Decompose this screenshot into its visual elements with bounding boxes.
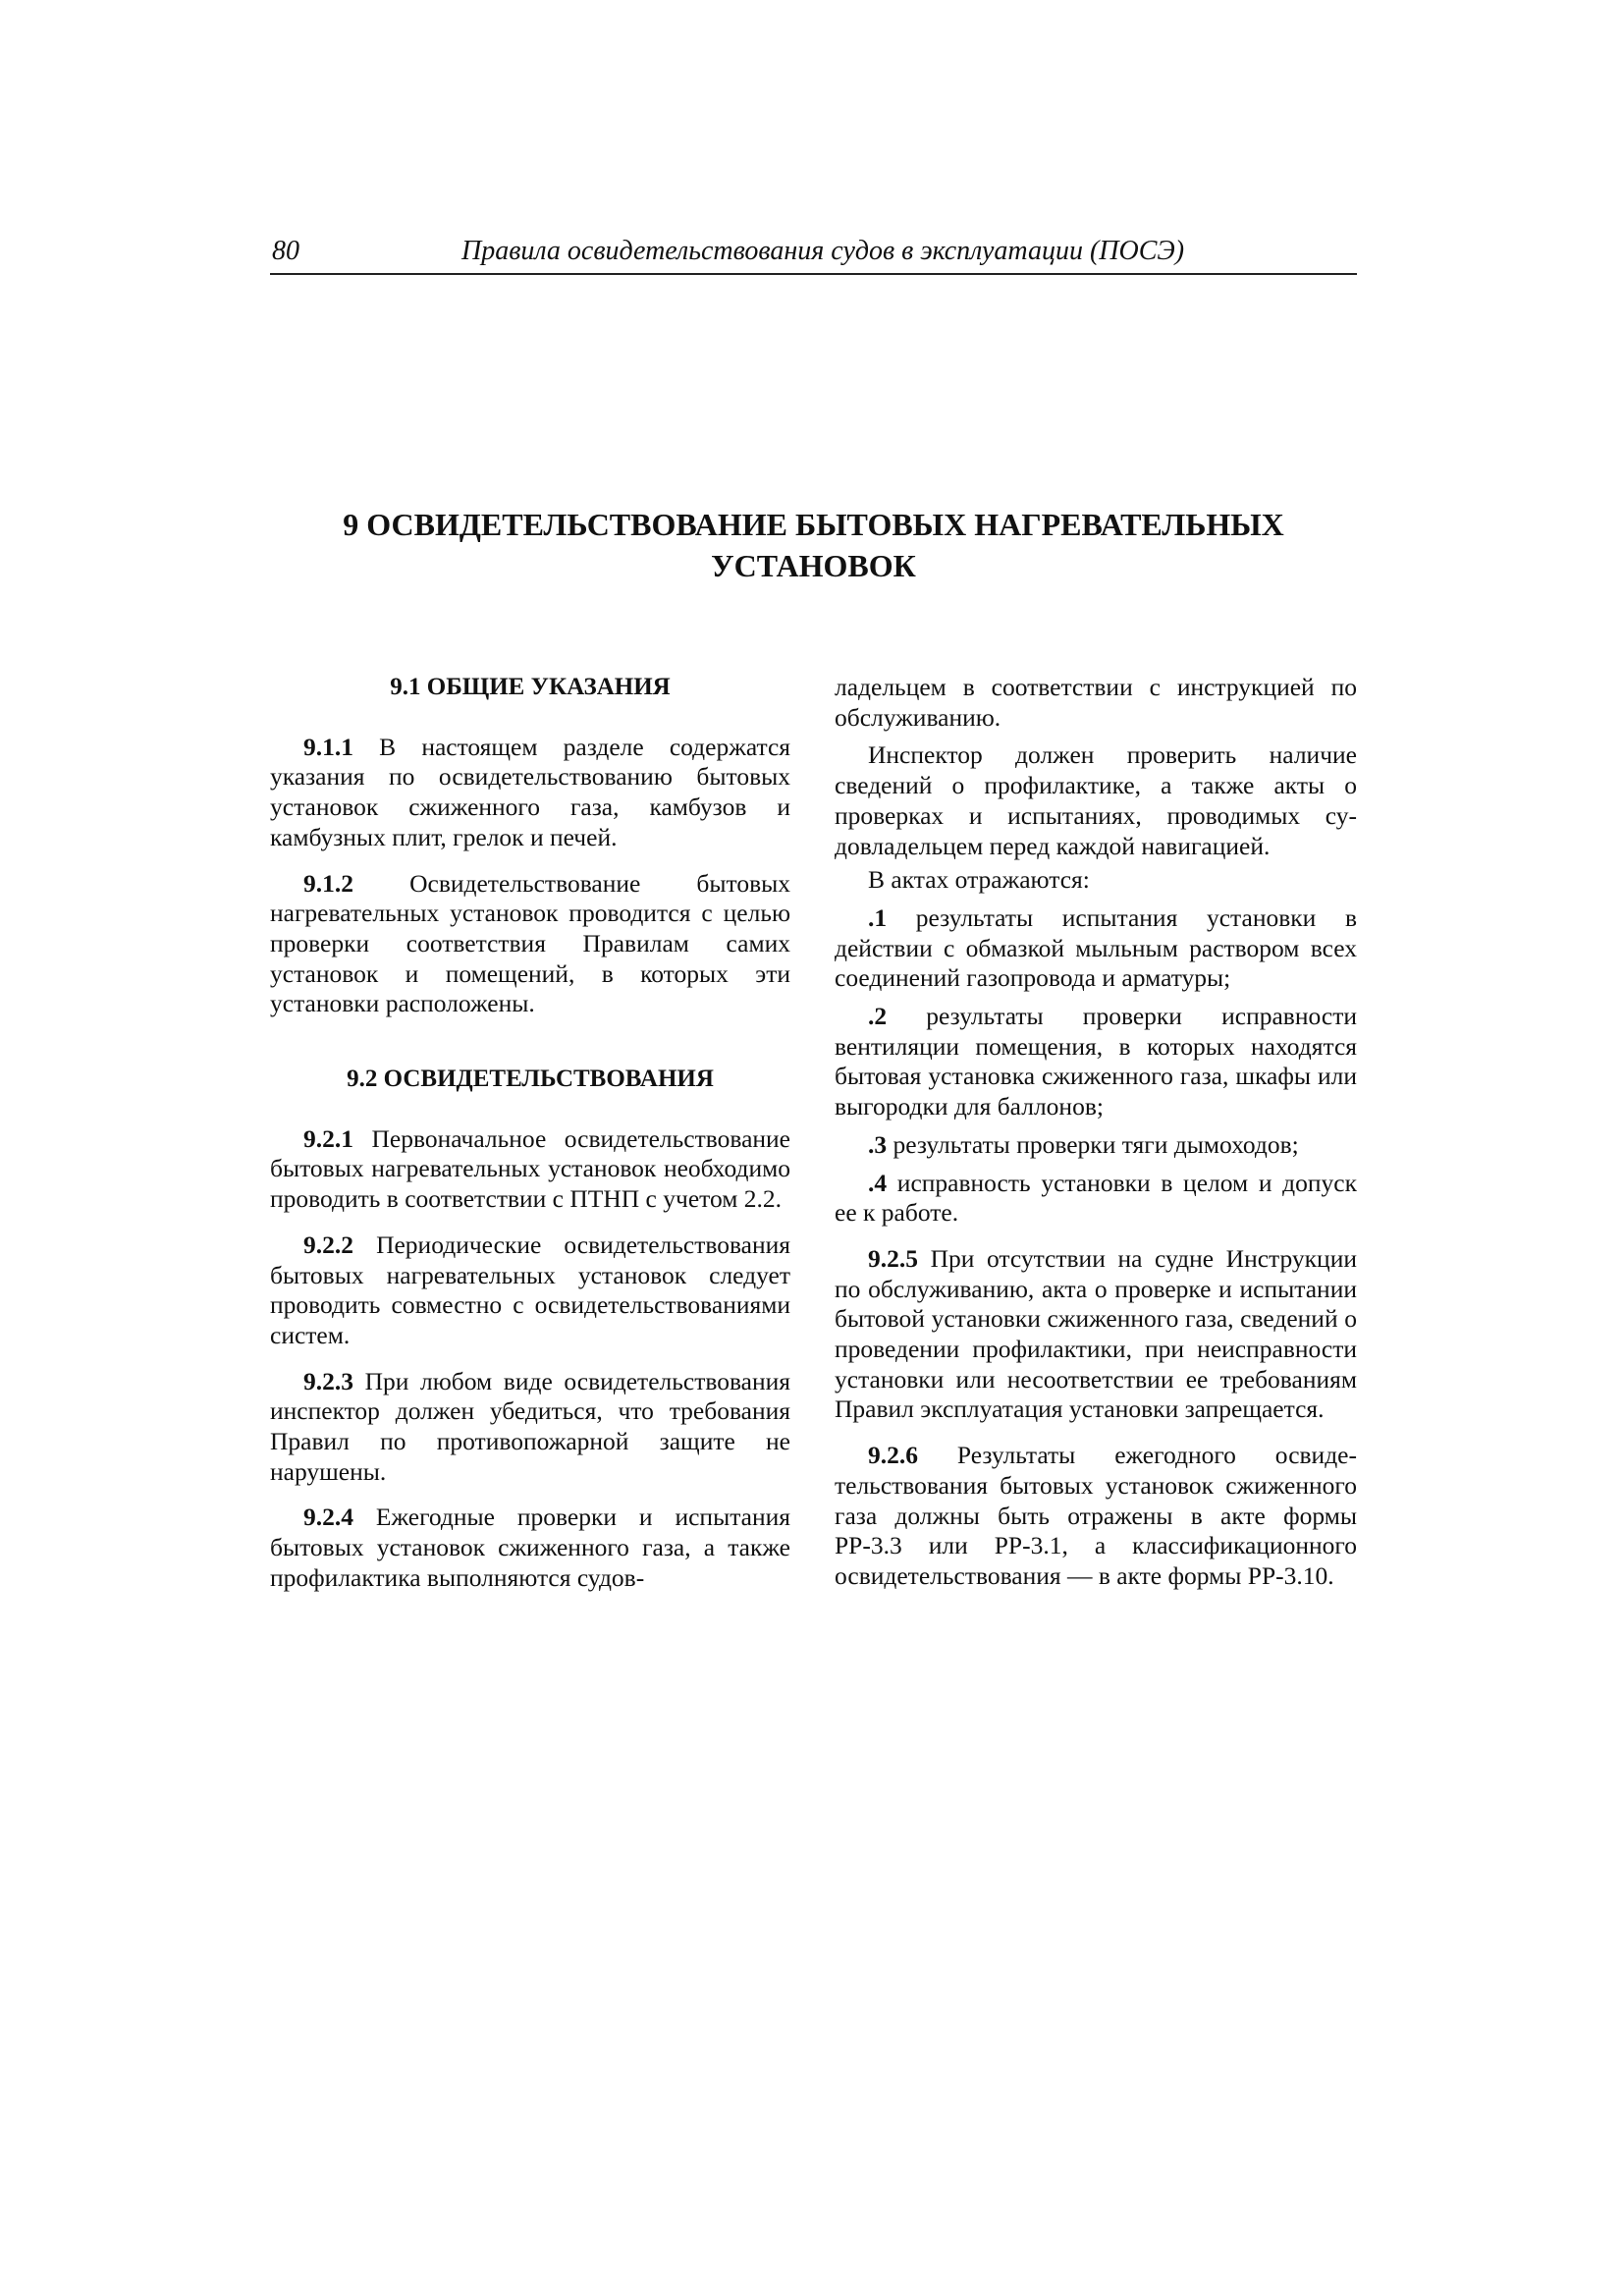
chapter-title-line-2: УСТАНОВОК (711, 548, 916, 583)
item-number: .1 (868, 902, 888, 932)
acts-intro: В актах отражаются: (868, 865, 1090, 895)
item-number: .3 (868, 1129, 888, 1159)
item-text: результаты испытания установки в действии с обмазкой мыльным раствором всех соединений газопровода и арматуры; (835, 902, 1357, 993)
item-text: результаты проверки исправности вентиляции помещения, в которых находятся бытовая установка сжиженного газа, шкафы или выгородки для баллонов; (835, 1002, 1357, 1121)
paragraph-9-2-3 (270, 1367, 790, 1488)
clause-text: Освидетельствование бытовых нагревательных установок проводится с целью проверки соответствия Правилам самих установок и помещений, в которых эти установки расположены. (270, 868, 790, 1018)
paragraph-9-2-6 (835, 1441, 1357, 1592)
running-title: Правила освидетельствования судов в эксплуатации (ПОСЭ) (461, 236, 1185, 266)
item-text: результаты проверки тяги дымоходов; (887, 1129, 1299, 1159)
clause-number: 9.2.2 (303, 1230, 353, 1259)
clause-text: При любом виде освидетельствования инспектор должен убедиться, что требования Правил по противопожарной защите не нарушены. (270, 1366, 790, 1486)
page-number: 80 (272, 236, 299, 266)
clause-number: 9.1.2 (303, 868, 353, 898)
item-number: .2 (868, 1002, 888, 1031)
list-item-2 (835, 1002, 1357, 1122)
paragraph-9-2-4 (270, 1503, 790, 1593)
item-number: .4 (868, 1168, 888, 1197)
clause-number: 9.1.1 (303, 732, 353, 761)
paragraph-9-1-1 (270, 733, 790, 853)
paragraph-9-2-4-continued: ладельцем в соответствии с инструкцией по обслуживанию. (835, 673, 1357, 732)
paragraph-inspector: Инспектор должен проверить наличие сведений о профилактике, а также акты о проверках и испытаниях, проводимых судовладельцем перед каждой навигацией. (835, 740, 1357, 860)
chapter-title (270, 504, 1357, 586)
paragraph-9-1-2 (270, 869, 790, 1020)
left-column (270, 673, 790, 1610)
clause-number: 9.2.5 (868, 1243, 918, 1273)
list-item-3 (835, 1130, 1357, 1161)
running-header (270, 234, 1357, 275)
clause-text: В настоящем разделе содержатся указания по освидетельствованию бытовых установок сжиженного газа, камбузов и камбузных плит, грелок и печей. (270, 732, 790, 851)
clause-text: При отсутствии на судне Инструкции по обслуживанию, акта о проверке и испытании бытовой установки сжиженного газа, сведений о проведении профилактики, при неисправности установки или несоответствии ее требованиям Правил эксплуатация установки запрещается. (835, 1243, 1357, 1424)
clause-number: 9.2.3 (303, 1366, 353, 1395)
paragraph-9-2-2 (270, 1230, 790, 1351)
clause-number: 9.2.1 (303, 1123, 353, 1153)
section-heading-9-2: 9.2 ОСВИДЕТЕЛЬСТВОВАНИЯ (347, 1066, 714, 1093)
paragraph-9-2-1 (270, 1124, 790, 1215)
paragraph-9-2-5 (835, 1244, 1357, 1425)
list-item-1 (835, 903, 1357, 994)
chapter-title-line-1: 9 ОСВИДЕТЕЛЬСТВОВАНИЕ БЫТОВЫХ НАГРЕВАТЕЛЬНЫХ (343, 507, 1284, 542)
clause-text: Периодические освидетельствования бытовых нагревательных установок следует проводить совместно с освидетельствованиями систем. (270, 1230, 790, 1349)
section-heading-9-1: 9.1 ОБЩИЕ УКАЗАНИЯ (390, 674, 671, 700)
list-item-4 (835, 1169, 1357, 1229)
item-text: исправность установки в целом и допуск ее к работе. (835, 1168, 1357, 1228)
clause-number: 9.2.4 (303, 1503, 353, 1532)
clause-text: Результаты ежегодного освидетельствования бытовых установок сжиженного газа должны быть отражены в акте формы РР-3.3 или РР-3.1, а классификационного освидетельствования — в акте формы РР-3.10. (835, 1441, 1357, 1590)
clause-text: Первоначальное освидетельствование бытовых нагревательных установок необходимо проводить в соответствии с ПТНП с учетом 2.2. (270, 1123, 790, 1214)
clause-number: 9.2.6 (868, 1441, 918, 1470)
right-column (835, 673, 1357, 1608)
clause-text: Ежегодные проверки и испытания бытовых установок сжиженного газа, а также профилактика выполняются судов- (270, 1503, 790, 1592)
